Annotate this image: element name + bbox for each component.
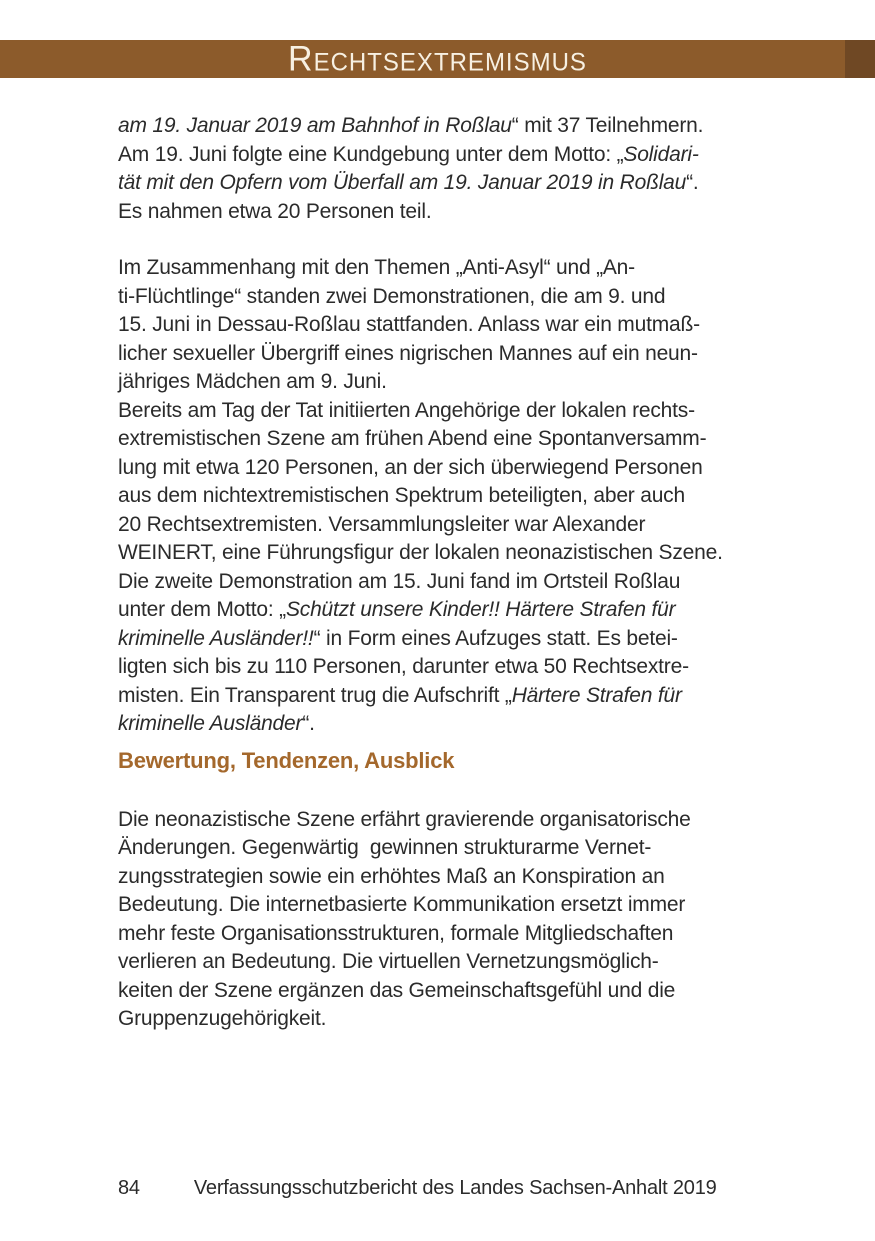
text-line: unter dem Motto: „Schützt unsere Kinder!! Härtere Strafen für bbox=[118, 598, 676, 621]
text-line: Bedeutung. Die internetbasierte Kommunikation ersetzt immer bbox=[118, 893, 686, 916]
text-line: misten. Ein Transparent trug die Aufschrift „Härtere Strafen für bbox=[118, 683, 682, 707]
paragraph bbox=[118, 112, 778, 226]
chapter-title: Rechtsextremismus bbox=[288, 39, 587, 79]
header-accent-block bbox=[845, 40, 875, 78]
text-line: Im Zusammenhang mit den Themen „Anti-Asyl“ und „An- bbox=[118, 256, 635, 279]
page-number: 84 bbox=[118, 1177, 140, 1199]
text-line: verlieren an Bedeutung. Die virtuellen Vernetzungsmöglich- bbox=[118, 950, 659, 973]
text-line: 20 Rechtsextremisten. Versammlungsleiter war Alexander bbox=[118, 512, 646, 536]
page-content bbox=[118, 112, 778, 1034]
text-line: kriminelle Ausländer!!“ in Form eines Aufzuges statt. Es betei- bbox=[118, 626, 678, 650]
text-line: Am 19. Juni folgte eine Kundgebung unter dem Motto: „Solidari- bbox=[118, 142, 699, 166]
text-line: Änderungen. Gegenwärtig gewinnen strukturarme Vernet- bbox=[118, 836, 652, 859]
text-line: zungsstrategien sowie ein erhöhtes Maß an Konspiration an bbox=[118, 864, 665, 888]
text-line: jähriges Mädchen am 9. Juni. bbox=[118, 370, 387, 393]
text-line: Bereits am Tag der Tat initiierten Angehörige der lokalen rechts- bbox=[118, 398, 695, 422]
paragraph bbox=[118, 254, 778, 739]
text-line: keiten der Szene ergänzen das Gemeinschaftsgefühl und die bbox=[118, 978, 676, 1002]
body-paragraphs bbox=[118, 112, 778, 739]
text-line: mehr feste Organisationsstrukturen, formale Mitgliedschaften bbox=[118, 921, 674, 945]
text-line: 15. Juni in Dessau-Roßlau stattfanden. Anlass war ein mutmaß- bbox=[118, 313, 700, 336]
text-line: ligten sich bis zu 110 Personen, darunter etwa 50 Rechtsextre- bbox=[118, 655, 689, 678]
chapter-header-bar bbox=[0, 40, 875, 78]
section-subheading: Bewertung, Tendenzen, Ausblick bbox=[118, 747, 455, 773]
text-line: WEINERT, eine Führungsfigur der lokalen neonazistischen Szene. bbox=[118, 541, 723, 564]
paragraph bbox=[118, 806, 778, 1034]
text-line: tät mit den Opfern vom Überfall am 19. Januar 2019 in Roßlau“. bbox=[118, 171, 699, 194]
text-line: am 19. Januar 2019 am Bahnhof in Roßlau“ mit 37 Teilnehmern. bbox=[118, 114, 704, 137]
text-line: Die zweite Demonstration am 15. Juni fand im Ortsteil Roßlau bbox=[118, 569, 681, 593]
text-line: aus dem nichtextremistischen Spektrum beteiligten, aber auch bbox=[118, 484, 685, 507]
text-line: Es nahmen etwa 20 Personen teil. bbox=[118, 199, 432, 223]
text-line: kriminelle Ausländer“. bbox=[118, 712, 315, 735]
footer-title: Verfassungsschutzbericht des Landes Sachsen-Anhalt 2019 bbox=[193, 1177, 717, 1199]
text-line: Gruppenzugehörigkeit. bbox=[118, 1007, 327, 1030]
text-line: ti-Flüchtlinge“ standen zwei Demonstrationen, die am 9. und bbox=[118, 284, 666, 308]
text-line: licher sexueller Übergriff eines nigrischen Mannes auf ein neun- bbox=[118, 341, 698, 365]
text-line: lung mit etwa 120 Personen, an der sich überwiegend Personen bbox=[118, 455, 703, 479]
text-line: extremistischen Szene am frühen Abend eine Spontanversamm- bbox=[118, 427, 707, 450]
text-line: Die neonazistische Szene erfährt gravierende organisatorische bbox=[118, 807, 691, 831]
closing-paragraphs bbox=[118, 806, 778, 1034]
page-footer bbox=[118, 1177, 717, 1200]
